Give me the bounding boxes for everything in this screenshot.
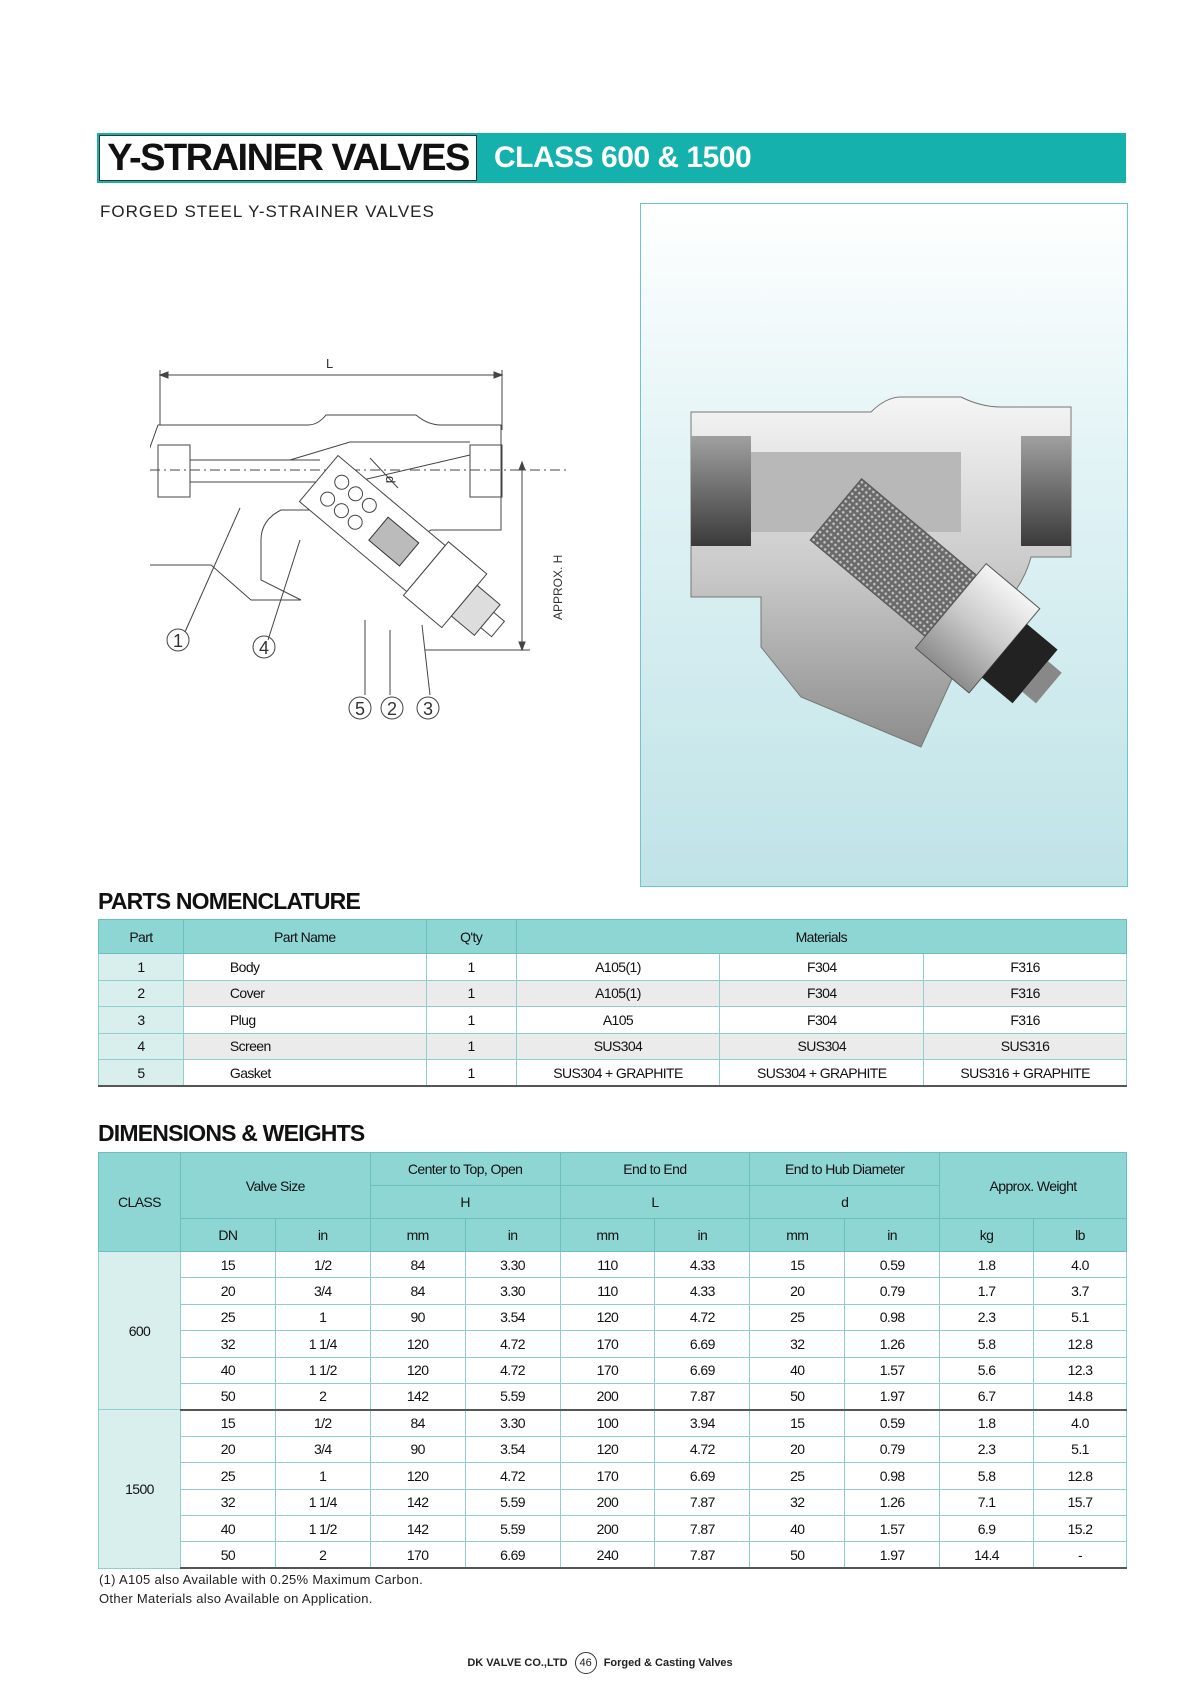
dims-cell: 15 <box>180 1410 275 1436</box>
dims-cell: 1/2 <box>275 1252 370 1278</box>
dims-cell: 1.26 <box>845 1331 940 1357</box>
dims-cell: 84 <box>370 1410 465 1436</box>
dims-cell: 6.69 <box>655 1331 750 1357</box>
header-materials: Materials <box>516 920 1126 954</box>
dims-cell: 110 <box>560 1278 655 1304</box>
dims-cell: 110 <box>560 1252 655 1278</box>
class-label: CLASS 600 & 1500 <box>494 141 752 174</box>
dims-cell: 0.98 <box>845 1304 940 1330</box>
dims-cell: 3.7 <box>1034 1278 1127 1304</box>
dims-section-title: DIMENSIONS & WEIGHTS <box>98 1120 365 1146</box>
dims-cell: 90 <box>370 1436 465 1462</box>
header-hub: End to Hub Diameter <box>750 1153 940 1186</box>
dims-row <box>99 1515 1127 1541</box>
dims-cell: 0.59 <box>845 1252 940 1278</box>
dims-cell: 170 <box>560 1357 655 1383</box>
unit-header: lb <box>1034 1219 1127 1252</box>
dims-cell: 4.72 <box>465 1357 560 1383</box>
footnote-1: (1) A105 also Available with 0.25% Maximum Carbon. <box>99 1572 424 1587</box>
part-number: 5 <box>99 1060 184 1087</box>
part-name: Gasket <box>183 1060 426 1087</box>
class-cell: 1500 <box>99 1410 181 1568</box>
dims-cell: 7.87 <box>655 1489 750 1515</box>
dims-cell: 4.33 <box>655 1252 750 1278</box>
dims-cell: 3.30 <box>465 1410 560 1436</box>
dims-cell: 32 <box>180 1331 275 1357</box>
dims-cell: 20 <box>750 1278 845 1304</box>
dims-cell: 6.69 <box>655 1357 750 1383</box>
dims-cell: 1 <box>275 1304 370 1330</box>
dims-cell: 6.9 <box>940 1515 1034 1541</box>
dims-cell: 1.7 <box>940 1278 1034 1304</box>
dims-cell: 5.6 <box>940 1357 1034 1383</box>
callout-5: 5 <box>354 699 366 719</box>
dimensions-table <box>98 1152 1127 1569</box>
dims-cell: 2 <box>275 1542 370 1568</box>
dims-cell: 50 <box>750 1383 845 1409</box>
dims-cell: 15.2 <box>1034 1515 1127 1541</box>
header-center-top: Center to Top, Open <box>370 1153 560 1186</box>
dims-cell: 5.1 <box>1034 1304 1127 1330</box>
dims-cell: - <box>1034 1542 1127 1568</box>
dims-cell: 4.72 <box>655 1436 750 1462</box>
part-number: 4 <box>99 1033 184 1060</box>
dims-cell: 25 <box>750 1304 845 1330</box>
dims-cell: 0.79 <box>845 1278 940 1304</box>
dims-cell: 2 <box>275 1383 370 1409</box>
dims-cell: 0.98 <box>845 1463 940 1489</box>
dims-cell: 12.3 <box>1034 1357 1127 1383</box>
class-cell: 600 <box>99 1252 181 1410</box>
unit-header: in <box>845 1219 940 1252</box>
unit-header: DN <box>180 1219 275 1252</box>
material-1: SUS304 <box>516 1033 720 1060</box>
dims-row <box>99 1357 1127 1383</box>
parts-row <box>99 980 1127 1007</box>
footer-label: Forged & Casting Valves <box>603 1657 733 1669</box>
material-3: F316 <box>924 980 1127 1007</box>
unit-header: in <box>275 1219 370 1252</box>
dims-cell: 20 <box>180 1278 275 1304</box>
dims-row <box>99 1436 1127 1462</box>
dims-cell: 40 <box>180 1357 275 1383</box>
dims-cell: 1 1/4 <box>275 1489 370 1515</box>
dims-cell: 12.8 <box>1034 1463 1127 1489</box>
unit-header: in <box>655 1219 750 1252</box>
dims-cell: 14.8 <box>1034 1383 1127 1409</box>
parts-row <box>99 954 1127 981</box>
dims-cell: 4.72 <box>465 1463 560 1489</box>
dims-cell: 2.3 <box>940 1436 1034 1462</box>
dims-cell: 1.57 <box>845 1515 940 1541</box>
part-name: Plug <box>183 1007 426 1034</box>
dims-cell: 170 <box>560 1331 655 1357</box>
unit-header: kg <box>940 1219 1034 1252</box>
header-qty: Q'ty <box>426 920 516 954</box>
dims-cell: 50 <box>180 1383 275 1409</box>
header-banner <box>97 133 1126 183</box>
dims-cell: 12.8 <box>1034 1331 1127 1357</box>
dims-cell: 170 <box>370 1542 465 1568</box>
parts-table <box>98 919 1127 1087</box>
dims-cell: 200 <box>560 1515 655 1541</box>
dims-cell: 3.30 <box>465 1278 560 1304</box>
dims-cell: 1.97 <box>845 1383 940 1409</box>
page-footer <box>0 1652 1200 1674</box>
dims-cell: 5.59 <box>465 1383 560 1409</box>
dims-cell: 25 <box>180 1463 275 1489</box>
dims-cell: 40 <box>750 1515 845 1541</box>
part-number: 1 <box>99 954 184 981</box>
page-subtitle: FORGED STEEL Y-STRAINER VALVES <box>100 202 435 221</box>
dims-cell: 25 <box>750 1463 845 1489</box>
dims-cell: 120 <box>370 1357 465 1383</box>
dims-cell: 120 <box>560 1436 655 1462</box>
dims-cell: 84 <box>370 1252 465 1278</box>
dims-row <box>99 1304 1127 1330</box>
material-3: SUS316 + GRAPHITE <box>924 1060 1127 1087</box>
dims-cell: 20 <box>750 1436 845 1462</box>
unit-header: mm <box>370 1219 465 1252</box>
dims-cell: 84 <box>370 1278 465 1304</box>
unit-header: in <box>465 1219 560 1252</box>
material-1: A105 <box>516 1007 720 1034</box>
valve-cutaway-image <box>640 203 1128 887</box>
dims-cell: 2.3 <box>940 1304 1034 1330</box>
material-2: SUS304 <box>720 1033 924 1060</box>
material-2: F304 <box>720 954 924 981</box>
dims-cell: 4.0 <box>1034 1252 1127 1278</box>
dims-cell: 1.97 <box>845 1542 940 1568</box>
dims-cell: 0.59 <box>845 1410 940 1436</box>
dims-cell: 50 <box>180 1542 275 1568</box>
part-name: Screen <box>183 1033 426 1060</box>
dims-cell: 1.8 <box>940 1252 1034 1278</box>
dims-cell: 1 <box>275 1463 370 1489</box>
header-h: H <box>370 1186 560 1219</box>
dims-row <box>99 1252 1127 1278</box>
part-qty: 1 <box>426 1060 516 1087</box>
dims-cell: 4.33 <box>655 1278 750 1304</box>
part-name: Body <box>183 954 426 981</box>
dims-cell: 142 <box>370 1489 465 1515</box>
dims-row <box>99 1489 1127 1515</box>
material-1: SUS304 + GRAPHITE <box>516 1060 720 1087</box>
page-title: Y-STRAINER VALVES <box>99 135 477 181</box>
dims-cell: 5.8 <box>940 1463 1034 1489</box>
material-3: F316 <box>924 954 1127 981</box>
dims-cell: 170 <box>560 1463 655 1489</box>
header-part: Part <box>99 920 184 954</box>
dims-cell: 5.59 <box>465 1489 560 1515</box>
dims-cell: 3.94 <box>655 1410 750 1436</box>
header-valve-size: Valve Size <box>180 1153 370 1219</box>
dims-cell: 1.26 <box>845 1489 940 1515</box>
dims-cell: 0.79 <box>845 1436 940 1462</box>
parts-row <box>99 1033 1127 1060</box>
header-l: L <box>560 1186 750 1219</box>
unit-header: mm <box>750 1219 845 1252</box>
dims-cell: 14.4 <box>940 1542 1034 1568</box>
dims-cell: 200 <box>560 1489 655 1515</box>
dims-cell: 1/2 <box>275 1410 370 1436</box>
dims-cell: 3.54 <box>465 1436 560 1462</box>
dims-cell: 100 <box>560 1410 655 1436</box>
parts-row <box>99 1060 1127 1087</box>
dims-row <box>99 1331 1127 1357</box>
dims-cell: 4.72 <box>465 1331 560 1357</box>
part-qty: 1 <box>426 1033 516 1060</box>
dims-cell: 32 <box>750 1489 845 1515</box>
dims-cell: 6.69 <box>655 1463 750 1489</box>
dims-row <box>99 1410 1127 1436</box>
valve-cross-section-drawing <box>150 350 580 800</box>
part-qty: 1 <box>426 980 516 1007</box>
material-3: SUS316 <box>924 1033 1127 1060</box>
dims-cell: 25 <box>180 1304 275 1330</box>
dims-cell: 15 <box>180 1252 275 1278</box>
dims-cell: 240 <box>560 1542 655 1568</box>
part-number: 2 <box>99 980 184 1007</box>
dims-cell: 142 <box>370 1383 465 1409</box>
dims-cell: 15 <box>750 1410 845 1436</box>
part-number: 3 <box>99 1007 184 1034</box>
callout-3: 3 <box>422 699 434 719</box>
material-1: A105(1) <box>516 954 720 981</box>
dims-row <box>99 1383 1127 1409</box>
dim-h-label: APPROX. H <box>551 554 565 620</box>
part-qty: 1 <box>426 954 516 981</box>
dims-cell: 1.57 <box>845 1357 940 1383</box>
dims-cell: 3/4 <box>275 1278 370 1304</box>
dims-cell: 5.8 <box>940 1331 1034 1357</box>
dims-cell: 32 <box>180 1489 275 1515</box>
dims-cell: 4.0 <box>1034 1410 1127 1436</box>
callout-2: 2 <box>386 699 398 719</box>
dims-cell: 15 <box>750 1252 845 1278</box>
dims-cell: 32 <box>750 1331 845 1357</box>
dims-cell: 4.72 <box>655 1304 750 1330</box>
dims-cell: 1 1/4 <box>275 1331 370 1357</box>
dims-cell: 5.1 <box>1034 1436 1127 1462</box>
callout-1: 1 <box>172 631 184 651</box>
parts-row <box>99 1007 1127 1034</box>
material-3: F316 <box>924 1007 1127 1034</box>
header-end-end: End to End <box>560 1153 750 1186</box>
material-2: SUS304 + GRAPHITE <box>720 1060 924 1087</box>
dims-cell: 1 1/2 <box>275 1357 370 1383</box>
parts-section-title: PARTS NOMENCLATURE <box>98 888 361 914</box>
dims-cell: 7.87 <box>655 1515 750 1541</box>
dims-cell: 200 <box>560 1383 655 1409</box>
dims-cell: 50 <box>750 1542 845 1568</box>
header-d: d <box>750 1186 940 1219</box>
dims-cell: 3.30 <box>465 1252 560 1278</box>
dims-cell: 7.1 <box>940 1489 1034 1515</box>
material-2: F304 <box>720 980 924 1007</box>
dim-d-label: d <box>383 476 398 484</box>
part-qty: 1 <box>426 1007 516 1034</box>
header-part-name: Part Name <box>183 920 426 954</box>
dims-cell: 120 <box>370 1463 465 1489</box>
callout-4: 4 <box>258 638 270 658</box>
footer-company: DK VALVE CO.,LTD <box>467 1657 568 1669</box>
dims-cell: 7.87 <box>655 1383 750 1409</box>
dims-row <box>99 1463 1127 1489</box>
dims-cell: 90 <box>370 1304 465 1330</box>
dim-l-label: L <box>326 356 334 371</box>
dims-cell: 40 <box>180 1515 275 1541</box>
material-2: F304 <box>720 1007 924 1034</box>
header-weight: Approx. Weight <box>940 1153 1127 1219</box>
dims-cell: 5.59 <box>465 1515 560 1541</box>
dims-cell: 6.7 <box>940 1383 1034 1409</box>
dims-cell: 3.54 <box>465 1304 560 1330</box>
dims-row <box>99 1278 1127 1304</box>
part-name: Cover <box>183 980 426 1007</box>
dims-cell: 120 <box>370 1331 465 1357</box>
dims-cell: 7.87 <box>655 1542 750 1568</box>
page-number: 46 <box>575 1652 597 1674</box>
dims-row <box>99 1542 1127 1568</box>
material-1: A105(1) <box>516 980 720 1007</box>
dims-cell: 142 <box>370 1515 465 1541</box>
dims-cell: 40 <box>750 1357 845 1383</box>
footnote-2: Other Materials also Available on Application. <box>99 1591 373 1606</box>
dims-cell: 1.8 <box>940 1410 1034 1436</box>
dims-cell: 6.69 <box>465 1542 560 1568</box>
dims-cell: 1 1/2 <box>275 1515 370 1541</box>
dims-cell: 120 <box>560 1304 655 1330</box>
dims-cell: 3/4 <box>275 1436 370 1462</box>
header-class: CLASS <box>99 1153 181 1252</box>
dims-cell: 15.7 <box>1034 1489 1127 1515</box>
dims-cell: 20 <box>180 1436 275 1462</box>
unit-header: mm <box>560 1219 655 1252</box>
